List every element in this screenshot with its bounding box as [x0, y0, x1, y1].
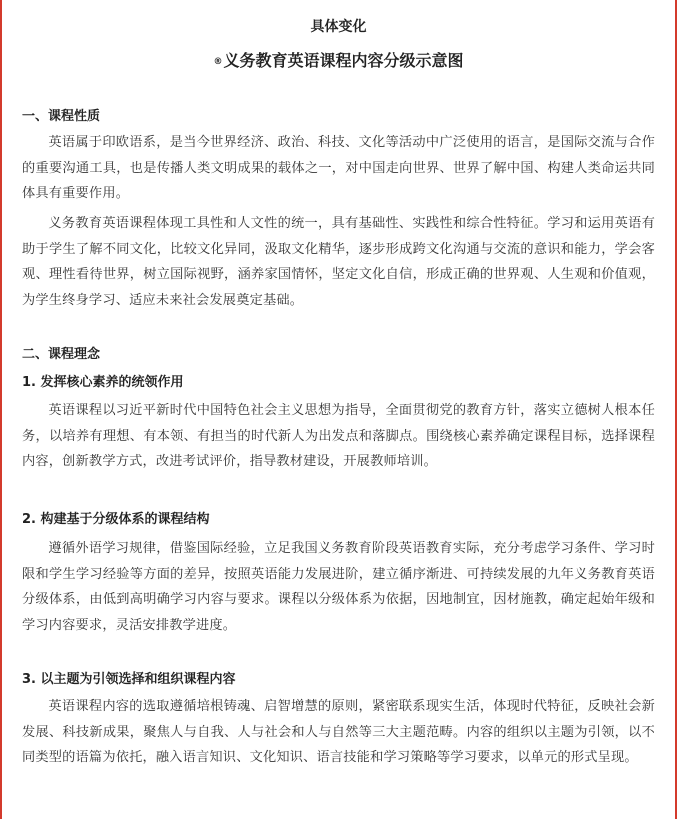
page-subtitle [22, 49, 655, 74]
page-title: 具体变化 [310, 19, 367, 35]
subsection-title-theme-guided: 3. 以主题为引领选择和组织课程内容 [22, 672, 236, 687]
paragraph-nature-2: 义务教育英语课程体现工具性和人文性的统一，具有基础性、实践性和综合性特征。学习和运用英语有助于学生了解不同文化，比较文化异同，汲取文化精华，逐步形成跨文化沟通与交流的意识和能力，学会客观、理性看待世界，树立国际视野，涵养家国情怀，坚定文化自信，形成正确的世界观、人生观和价值观，为学生终身学习、适应未来社会发展奠定基础。 [22, 216, 655, 308]
page-subtitle-text: 义务教育英语课程内容分级示意图 [223, 51, 464, 70]
section-title-nature: 一、课程性质 [22, 109, 101, 124]
section-title-philosophy: 二、课程理念 [22, 347, 101, 362]
registered-mark: ® [213, 57, 223, 67]
paragraph-core-literacy: 英语课程以习近平新时代中国特色社会主义思想为指导，全面贯彻党的教育方针，落实立德树人根本任务，以培养有理想、有本领、有担当的时代新人为出发点和落脚点。围绕核心素养确定课程目标，选择课程内容，创新教学方式，改进考试评价，指导教材建设，开展教师培训。 [22, 403, 655, 469]
paragraph-nature-1: 英语属于印欧语系，是当今世界经济、政治、科技、文化等活动中广泛使用的语言，是国际交流与合作的重要沟通工具，也是传播人类文明成果的载体之一，对中国走向世界、世界了解中国、构建人类命运共同体具有重要作用。 [22, 135, 655, 201]
paragraph-theme-guided: 英语课程内容的选取遵循培根铸魂、启智增慧的原则，紧密联系现实生活，体现时代特征，反映社会新发展、科技新成果，聚焦人与自我、人与社会和人与自然等三大主题范畴。内容的组织以主题为引领，以不同类型的语篇为依托，融入语言知识、文化知识、语言技能和学习策略等学习要求，以单元的形式呈现。 [22, 699, 655, 765]
paragraph-graded-structure: 遵循外语学习规律，借鉴国际经验，立足我国义务教育阶段英语教育实际，充分考虑学习条件、学习时限和学生学习经验等方面的差异，按照英语能力发展进阶，建立循序渐进、可持续发展的九年义务教育英语分级体系，由低到高明确学习内容与要求。课程以分级体系为依据，因地制宜，因材施教，确定起始年级和学习内容要求，灵活安排教学进度。 [22, 541, 655, 633]
subsection-title-core-literacy: 1. 发挥核心素养的统领作用 [22, 375, 184, 390]
subsection-title-graded-structure: 2. 构建基于分级体系的课程结构 [22, 512, 210, 527]
